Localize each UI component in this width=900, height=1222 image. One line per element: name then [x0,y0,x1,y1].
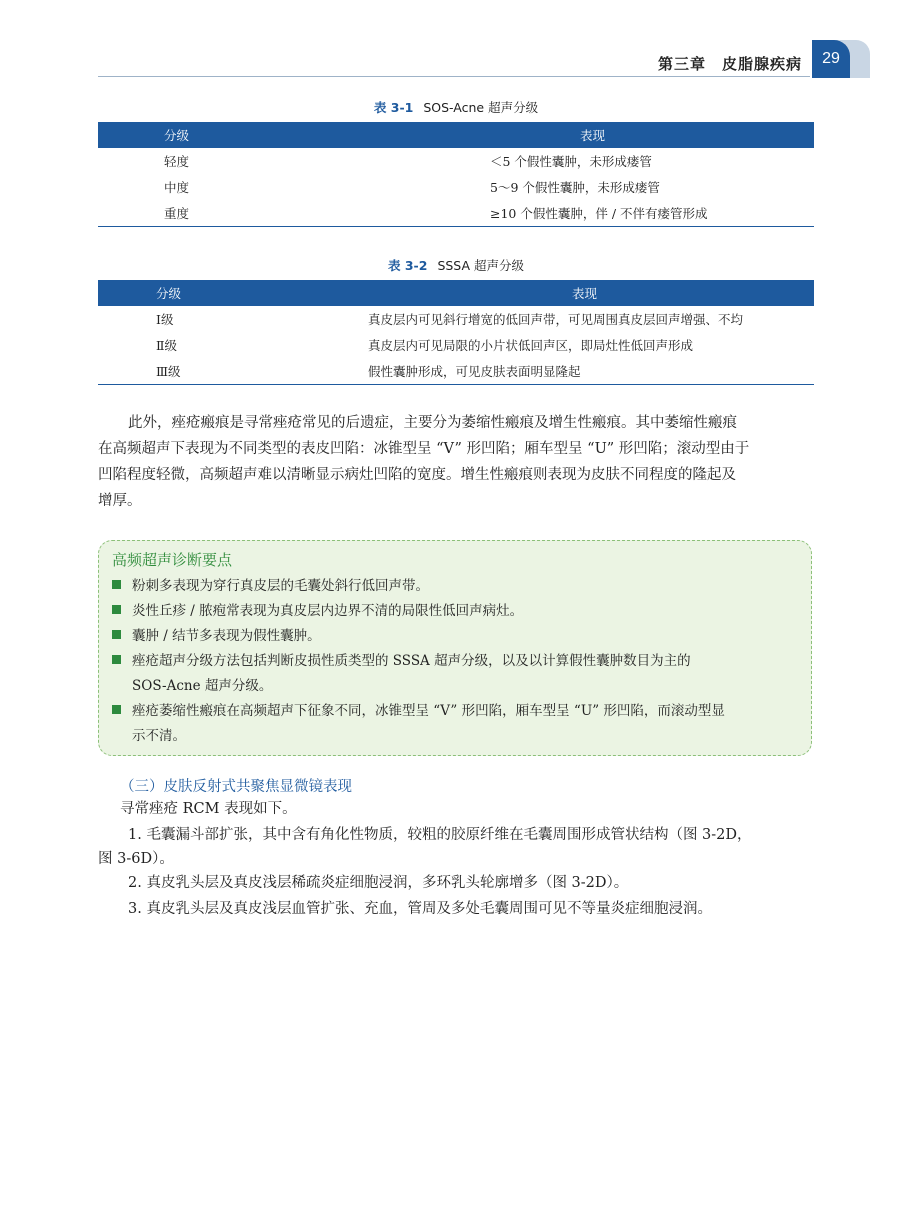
chapter-title: 第三章 皮脂腺疾病 [657,55,802,73]
keypoint-text: 囊肿 / 结节多表现为假性囊肿。 [132,628,321,644]
table2-cell-grade: Ⅰ级 [156,312,174,327]
section-item-2: 2. 真皮乳头层及真皮浅层稀疏炎症细胞浸润，多环乳头轮廓增多（图 3-2D）。 [128,875,629,891]
table1-cell-finding: ≥10 个假性囊肿，伴 / 不伴有瘘管形成 [490,206,708,221]
keypoint-text: 粉刺多表现为穿行真皮层的毛囊处斜行低回声带。 [132,578,429,594]
bullet-square-icon [112,580,121,589]
table2 [98,280,814,385]
table2-header-grade: 分级 [98,280,368,306]
keypoint-item [112,574,812,599]
keypoint-text: 痤疮超声分级方法包括判断皮损性质类型的 SSSA 超声分级，以及以计算假性囊肿数目为主的 [132,653,691,669]
keypoint-item [112,699,812,724]
section-intro: 寻常痤疮 RCM 表现如下。 [120,801,297,817]
table-row [98,148,814,174]
table1 [98,122,814,227]
paragraph-line-4: 增厚。 [98,493,142,509]
table2-cell-finding: 真皮层内可见局限的小片状低回声区，即局灶性低回声形成 [368,338,694,353]
table2-cell-grade: Ⅱ级 [156,338,177,353]
paragraph-line-1: 此外，痤疮瘢痕是寻常痤疮常见的后遗症，主要分为萎缩性瘢痕及增生性瘢痕。其中萎缩性瘢痕 [128,415,737,431]
keypoint-item [112,649,812,674]
keypoint-item-continued: 示不清。 [132,728,186,744]
section-item-3: 3. 真皮乳头层及真皮浅层血管扩张、充血，管周及多处毛囊周围可见不等量炎症细胞浸润。 [128,901,712,917]
bullet-square-icon [112,605,121,614]
keypoint-text: 痤疮萎缩性瘢痕在高频超声下征象不同，冰锥型呈 “V” 形凹陷，厢车型呈 “U” 形凹陷，而滚动型显 [132,703,725,719]
section-title: （三）皮肤反射式共聚焦显微镜表现 [120,779,352,795]
table2-number: 表 3-2 [388,258,428,273]
table-row [98,306,814,332]
section-item-1-continued: 图 3-6D）。 [98,851,174,867]
table1-cell-grade: 轻度 [164,154,190,169]
table1-cell-finding: ＜5 个假性囊肿，未形成瘘管 [490,154,652,169]
table2-cell-finding: 假性囊肿形成，可见皮肤表面明显隆起 [368,364,581,379]
keypoint-item-continued: SOS-Acne 超声分级。 [132,678,273,694]
table-row [98,174,814,200]
keypoint-item [112,599,812,624]
bullet-square-icon [112,655,121,664]
keypoint-text: 炎性丘疹 / 脓疱常表现为真皮层内边界不清的局限性低回声病灶。 [132,603,524,619]
bullet-square-icon [112,705,121,714]
table1-header-row [98,122,814,148]
table2-title: SSSA 超声分级 [437,258,524,273]
table1-cell-grade: 中度 [164,180,190,195]
table1-header-finding: 表现 [490,122,814,148]
paragraph-line-2: 在高频超声下表现为不同类型的表皮凹陷：冰锥型呈 “V” 形凹陷；厢车型呈 “U” 形凹陷；滚动型由于 [98,441,750,457]
table2-header-row [98,280,814,306]
keypoint-item [112,624,812,649]
table-row [98,358,814,385]
keypoints-title: 高频超声诊断要点 [112,551,233,569]
table1-cell-finding: 5～9 个假性囊肿，未形成瘘管 [490,180,660,195]
table1-caption [98,98,814,116]
table1-number: 表 3-1 [373,100,414,115]
table2-cell-finding: 真皮层内可见斜行增宽的低回声带，可见周围真皮层回声增强、不均 [368,312,744,327]
page-number: 29 [812,40,850,78]
table1-cell-grade: 重度 [164,206,190,221]
paragraph-line-3: 凹陷程度轻微，高频超声难以清晰显示病灶凹陷的宽度。增生性瘢痕则表现为皮肤不同程度的隆起及 [98,467,736,483]
table1-header-grade: 分级 [98,122,490,148]
table2-header-finding: 表现 [368,280,814,306]
table2-caption [98,256,814,274]
section-item-1: 1. 毛囊漏斗部扩张，其中含有角化性物质，较粗的胶原纤维在毛囊周围形成管状结构（图 3-2D， [128,827,752,843]
table-row [98,200,814,227]
table2-cell-grade: Ⅲ级 [156,364,181,379]
bullet-square-icon [112,630,121,639]
table1-title: SOS-Acne 超声分级 [423,100,539,115]
table-row [98,332,814,358]
header-rule [98,76,810,77]
